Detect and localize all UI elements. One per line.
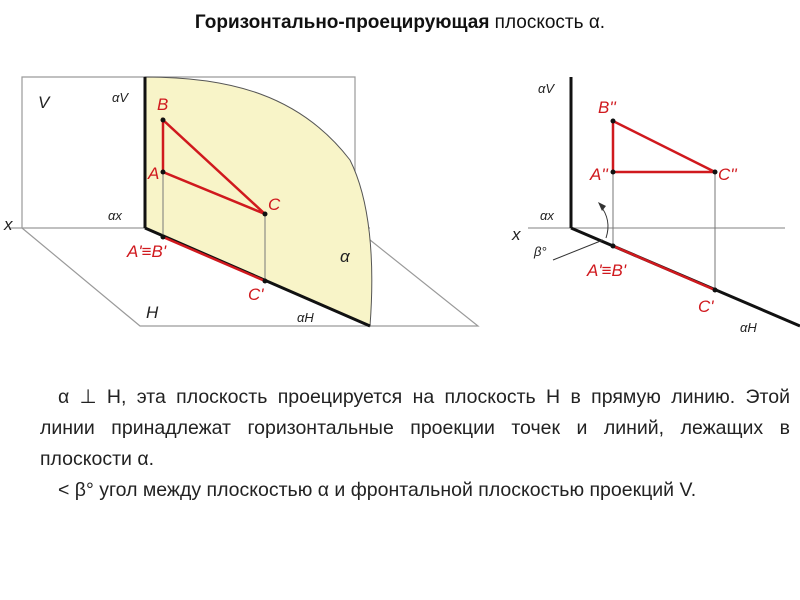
label-alpha-v: αV: [112, 90, 129, 105]
label-alpha-v-right: αV: [538, 81, 555, 96]
label-c2: C'': [718, 165, 737, 184]
label-b: B: [157, 95, 169, 114]
label-a2: A'': [590, 165, 608, 184]
point-a1b1-right: [611, 244, 616, 249]
label-a1b1-right: A'≡B': [587, 261, 627, 280]
point-a: [161, 170, 166, 175]
label-alpha-x-right: αx: [540, 208, 554, 223]
label-a: A: [148, 164, 160, 183]
label-v: V: [38, 93, 50, 112]
point-c1: [263, 279, 268, 284]
point-a2: [611, 170, 616, 175]
description-text: [40, 382, 790, 506]
label-alpha-h-right: αH: [740, 320, 757, 335]
label-x-left: x: [4, 215, 13, 234]
paragraph-1: α ⊥ H, эта плоскость проецируется на плоскость H в прямую линию. Этой линии принадлежат горизонтальные проекции точек и линий, лежащих в плоскости α.: [40, 386, 790, 470]
point-c1-right: [713, 288, 718, 293]
title-bold: Горизонтально-проецирующая: [194, 12, 490, 33]
beta-arrow-icon: [598, 202, 606, 211]
point-c2: [713, 170, 718, 175]
label-alpha-h: αH: [297, 310, 314, 325]
label-b2: B'': [598, 98, 616, 117]
label-x-right: x: [512, 225, 521, 244]
label-c1: C': [248, 285, 264, 304]
label-h: H: [146, 303, 159, 322]
label-alpha-x: αx: [108, 208, 122, 223]
paragraph-2: < β° угол между плоскостью α и фронтальной плоскостью проекций V.: [58, 479, 697, 501]
point-c: [263, 212, 268, 217]
label-a1b1: A'≡B': [127, 242, 167, 261]
right-diagram: [511, 77, 800, 335]
beta-leader: [553, 240, 603, 260]
label-beta: β°: [534, 244, 547, 259]
projection-line-h-right: [613, 246, 715, 290]
label-alpha: α: [340, 247, 350, 266]
label-c1-right: C': [698, 297, 714, 316]
point-a1b1: [161, 235, 166, 240]
left-diagram: [3, 77, 478, 326]
beta-angle-arc: [600, 205, 608, 238]
title-rest: плоскость α.: [489, 12, 606, 33]
label-c: C: [268, 195, 281, 214]
triangle-frontal: [613, 121, 715, 172]
point-b2: [611, 119, 616, 124]
point-b: [161, 118, 166, 123]
